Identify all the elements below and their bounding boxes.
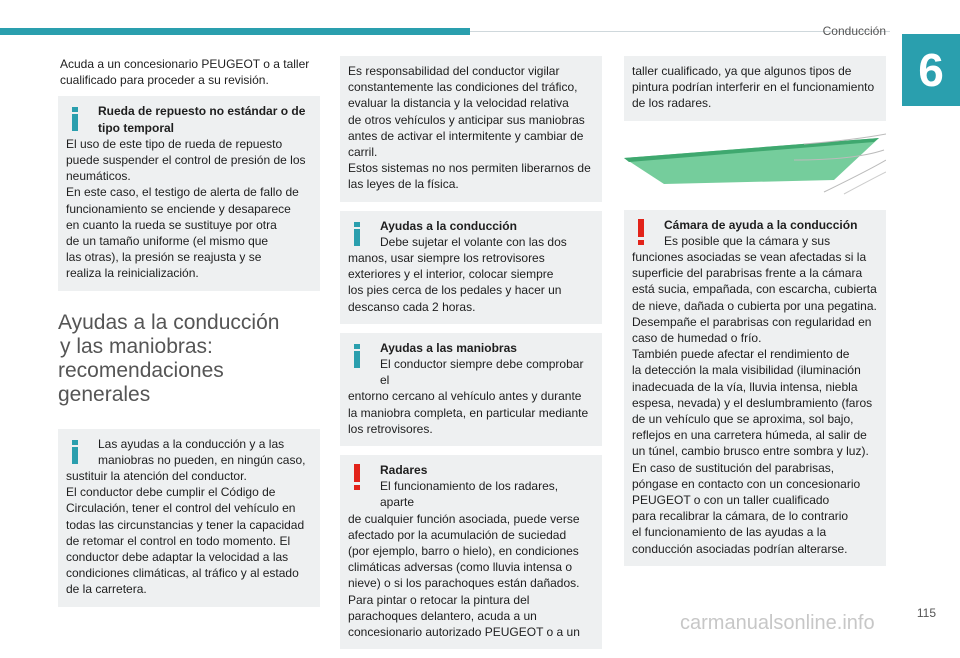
note-body: sustituir la atención del conductor. El conductor debe cumplir el Código de Circulación, tener el control del vehículo en todas las circunstancias y tener la capacidad de retomar el control en todo momento. El conductor debe adaptar la velocidad a las condiciones climáticas, al tráfico y al estado de la carretera. <box>66 469 305 597</box>
note-body: funciones asociadas se vean afectadas si la superficie del parabrisas frente a la cámara está sucia, empañada, con escarcha, cubierta de nieve, dañada o cubierta por una pegatina. Desempañe el parabrisas con regularidad en caso de humedad o frío. También puede afectar el rendimiento de la detección la mala visibilidad (iluminación inadecuada de la vía, lluvia intensa, niebla espesa, nevada) y el deslumbramiento (faros de un vehículo que se aproxima, sol bajo, reflejos en una carretera húmeda, al salir de un túnel, cambio brusco entre sombra y luz). En caso de sustitución del parabrisas, póngase en contacto con un concesionario PEUGEOT o con un taller cualificado para recalibrar la cámara, de lo contrario el funcionamiento de las ayudas a la conducción asociadas podrían alterarse. <box>632 250 877 556</box>
radar-warning: Radares El funcionamiento de los radares, aparte de cualquier función asociada, puede verse afectado por la acumulación de suciedad (por ejemplo, barro o hielo), en condiciones climáticas adversas (como lluvia intensa o nieve) o si los parachoques están dañados. Para pintar o retocar la pintura del parachoques delantero, acuda a un concesionario autorizado PEUGEOT o a un <box>340 455 602 649</box>
chapter-number-tab: 6 <box>902 34 960 106</box>
responsibility-note: Es responsabilidad del conductor vigilar constantemente las condiciones del tráfico, evaluar la distancia y la velocidad relativa de otros vehículos y anticipar sus maniobras antes de activar el intermitente y cambiar de carril. Estos sistemas no nos permiten liberarnos de las leyes de la física. <box>340 56 602 202</box>
section-heading: Ayudas a la conducción y las maniobras: recomendaciones generales <box>58 310 280 406</box>
radar-continued: taller cualificado, ya que algunos tipos de pintura podrían interferir en el funcionamiento de los radares. <box>624 56 886 121</box>
page-number: 115 <box>916 606 936 620</box>
info-icon <box>72 107 78 131</box>
note-title: Ayudas a las maniobras <box>380 340 517 355</box>
camera-warning: Cámara de ayuda a la conducción Es posible que la cámara y sus funciones asociadas se vean afectadas si la superficie del parabrisas frente a la cámara está sucia, empañada, con escarcha, cubierta de nieve, dañada o cubierta por una pegatina. Desempañe el parabrisas con regularidad en caso de humedad o frío. También puede afectar el rendimiento de la detección la mala visibilidad (iluminación inadecuada de la vía, lluvia intensa, niebla espesa, nevada) y el deslumbramiento (faros de un vehículo que se aproxima, sol bajo, reflejos en una carretera húmeda, al salir de un túnel, cambio brusco entre sombra y luz). En caso de sustitución del parabrisas, póngase en contacto con un concesionario PEUGEOT o con un taller cualificado para recalibrar la cámara, de lo contrario el funcionamiento de las ayudas a la conducción asociadas podrían alterarse. <box>624 210 886 566</box>
info-icon <box>72 440 78 464</box>
spare-wheel-note <box>58 96 320 290</box>
column-3 <box>624 56 886 575</box>
note-body: manos, usar siempre los retrovisores exteriores y el interior, colocar siempre los pies cerca de los pedales y hacer un descanso cada 2 horas. <box>348 251 562 314</box>
column-1 <box>58 56 320 616</box>
note-title: Cámara de ayuda a la conducción <box>664 217 858 232</box>
info-icon <box>354 222 360 246</box>
maneuver-aids-note: Ayudas a las maniobras El conductor siempre debe comprobar el entorno cercano al vehículo antes y durante la maniobra completa, en particular mediante los retrovisores. <box>340 333 602 446</box>
intro-paragraph: Acuda a un concesionario PEUGEOT o a taller cualificado para proceder a su revisión. <box>60 57 310 88</box>
note-body: de cualquier función asociada, puede verse afectado por la acumulación de suciedad (por ejemplo, barro o hielo), en condiciones climáticas adversas (como lluvia intensa o nieve) o si los parachoques están dañados. Para pintar o retocar la pintura del parachoques delantero, acuda a un concesionario autorizado PEUGEOT o a un <box>348 511 580 640</box>
section-title: Conducción <box>822 24 886 38</box>
general-note: Las ayudas a la conducción y a las maniobras no pueden, en ningún caso, sustituir la atención del conductor. El conductor debe cumplir el Código de Circulación, tener el control del vehículo en todas las circunstancias y tener la capacidad de retomar el control en todo momento. El conductor debe adaptar la velocidad a las condiciones climáticas, al tráfico y al estado de la carretera. <box>58 429 320 607</box>
note-title: Radares <box>380 463 428 478</box>
windshield-illustration-svg <box>624 130 886 196</box>
note-body: entorno cercano al vehículo antes y durante la maniobra completa, en particular mediante los retrovisores. <box>348 389 589 436</box>
watermark: carmanualsonline.info <box>680 612 875 634</box>
warning-icon <box>638 219 644 245</box>
warning-icon <box>354 464 360 490</box>
windshield-camera-illustration <box>624 130 886 196</box>
note-title: Ayudas a la conducción <box>380 218 517 233</box>
note-title: Rueda de repuesto no estándar o de tipo temporal <box>98 104 306 135</box>
info-icon <box>354 344 360 368</box>
column-2 <box>340 56 602 658</box>
header-accent-bar <box>0 28 470 35</box>
note-body: El uso de este tipo de rueda de repuesto puede suspender el control de presión de los neumáticos. En este caso, el testigo de alerta de fallo de funcionamiento se enciende y desaparece en cuanto la rueda se sustituye por otra de un tamaño uniforme (el mismo que las otras), la presión se reajusta y se realiza la reinicialización. <box>66 136 306 281</box>
driving-aids-note: Ayudas a la conducción Debe sujetar el volante con las dos manos, usar siempre los retrovisores exteriores y el interior, colocar siempre los pies cerca de los pedales y hacer un descanso cada 2 horas. <box>340 211 602 324</box>
